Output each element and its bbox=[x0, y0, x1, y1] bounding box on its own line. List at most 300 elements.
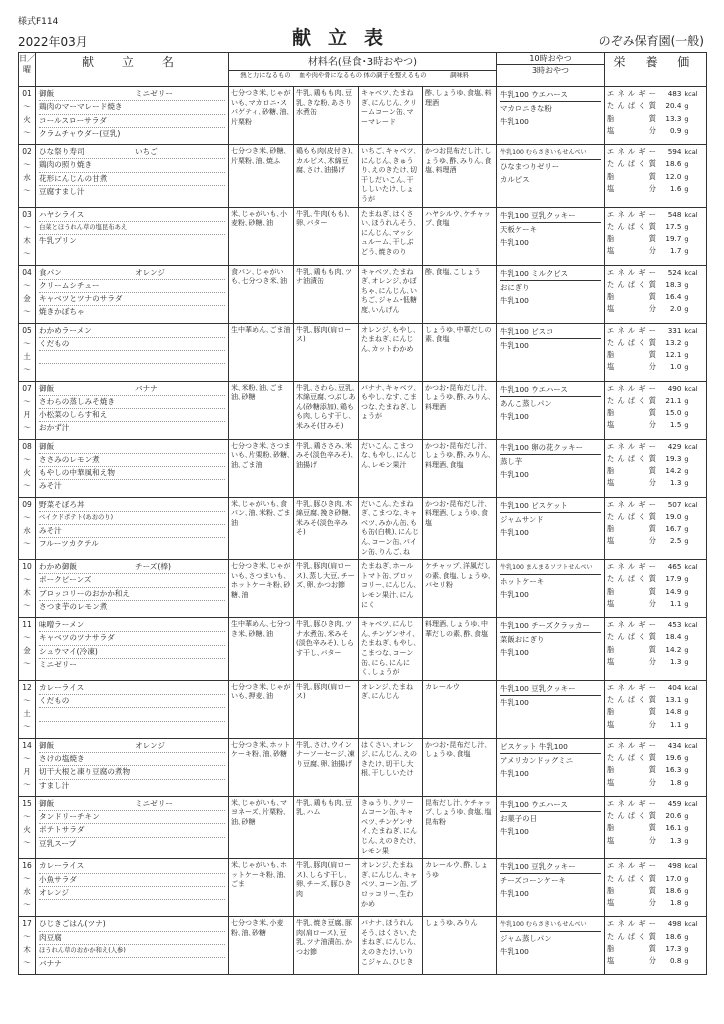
red-ingredients: 七分つき米､じゃがいも､押麦､油 bbox=[229, 680, 294, 738]
header-ingredients-title: 材料名(昼食･3時おやつ) bbox=[307, 57, 418, 68]
menu-item bbox=[39, 798, 225, 811]
nutrition-fat bbox=[607, 885, 704, 897]
green-ingredients: 牛乳､牛肉(もも)､卵､バター bbox=[294, 207, 359, 265]
day-row bbox=[19, 265, 707, 323]
weekday: 土 bbox=[23, 351, 31, 361]
menu-cell bbox=[36, 265, 229, 323]
menu-item bbox=[39, 574, 225, 587]
nutrition-label: エネルギー bbox=[607, 383, 656, 393]
nutrition-label: エネルギー bbox=[607, 325, 656, 335]
snack-cell bbox=[497, 560, 605, 618]
weekday: 木 bbox=[23, 235, 31, 245]
nutrition-value: 548 bbox=[667, 209, 682, 219]
red-ingredients: 生中華めん､ごま油 bbox=[229, 323, 294, 381]
nutrition-unit: g bbox=[684, 293, 689, 302]
nutrition-protein bbox=[607, 752, 704, 764]
nutrition-unit: kcal bbox=[684, 442, 698, 451]
weekday: 水 bbox=[23, 887, 31, 897]
nutrition-unit: g bbox=[684, 537, 689, 546]
nutrition-value: 1.6 bbox=[669, 183, 682, 193]
green-ingredients: 鶏もも肉(皮付き)､カルピス､木綿豆腐､さけ､油揚げ bbox=[294, 145, 359, 208]
menu-table bbox=[18, 52, 707, 975]
table-header bbox=[19, 53, 707, 87]
yellow-ingredients: だいこん､たまねぎ､こまつな､キャベツ､みかん缶､もも缶(白桃)､にんじん､コーン缶､パイン缶､りんご､ね bbox=[359, 497, 423, 560]
snack-item: 牛乳100 bbox=[500, 648, 529, 658]
nutrition-unit: kcal bbox=[684, 862, 698, 871]
nutrition-unit: g bbox=[684, 874, 689, 883]
nutrition-unit: g bbox=[684, 633, 689, 642]
seasoning-cell: カレールウ､酢､しょうゆ bbox=[423, 859, 497, 917]
nutrition-salt bbox=[607, 183, 704, 195]
nutrition-value: 13.1 bbox=[665, 694, 682, 704]
seasoning-cell: しょうゆ､みりん bbox=[423, 917, 497, 975]
seasoning-cell: かつお･昆布だし汁､しょうゆ､酢､みりん､料理酒､食塩 bbox=[423, 439, 497, 497]
nutrition-unit: g bbox=[684, 126, 689, 135]
nutrition-salt bbox=[607, 955, 704, 967]
menu-cell bbox=[36, 87, 229, 145]
date-cell: 15 〜 火 〜 bbox=[19, 796, 36, 859]
menu-item-label: 豆腐すまし汁 bbox=[39, 186, 85, 196]
nutrition-label: 脂質 bbox=[607, 524, 656, 534]
menu-item-label: 食パン bbox=[39, 267, 62, 277]
day-row bbox=[19, 680, 707, 738]
day-number: 12 bbox=[22, 682, 32, 692]
nutrition-label: たんぱく質 bbox=[607, 337, 656, 347]
nutrition-protein bbox=[607, 453, 704, 465]
nutrition-energy bbox=[607, 619, 704, 631]
menu-item-label: 白菜とほうれん草の塩昆布あえ bbox=[39, 223, 128, 231]
nutrition-protein bbox=[607, 221, 704, 233]
nutrition-label: たんぱく質 bbox=[607, 810, 656, 820]
red-ingredients: 食パン､じゃがいも､七分つき米､油 bbox=[229, 265, 294, 323]
snack-item: 牛乳100 bbox=[500, 826, 529, 836]
menu-item-label: ベイクドポテト(あおのり) bbox=[39, 513, 114, 521]
weekday: 月 bbox=[23, 766, 31, 776]
snack-item: お菓子の日 bbox=[500, 813, 537, 823]
nutrition-fat bbox=[607, 822, 704, 834]
day-row bbox=[19, 796, 707, 859]
menu-item bbox=[39, 325, 225, 338]
nutrition-value: 483 bbox=[667, 89, 682, 98]
menu-item-label: カレーライス bbox=[39, 682, 85, 692]
nutrition-value: 2.5 bbox=[669, 536, 682, 546]
nutrition-unit: g bbox=[684, 172, 689, 181]
menu-item bbox=[39, 708, 225, 721]
nutrition-unit: g bbox=[684, 479, 689, 488]
snack-cell bbox=[497, 497, 605, 560]
menu-item-label: 鶏肉のマーマレード焼き bbox=[39, 102, 123, 112]
red-ingredients: 生中華めん､七分つき米､砂糖､油 bbox=[229, 618, 294, 681]
nutrition-value: 19.3 bbox=[665, 453, 682, 463]
nutrition-energy bbox=[607, 441, 704, 453]
nutrition-value: 459 bbox=[667, 798, 682, 808]
fruit-label: オレンジ bbox=[135, 740, 165, 750]
nutrition-label: 脂質 bbox=[607, 885, 656, 895]
day-row bbox=[19, 497, 707, 560]
nutrition-value: 18.3 bbox=[665, 279, 682, 289]
seasoning-cell: 酢､しょうゆ､食塩､料理酒 bbox=[423, 87, 497, 145]
yellow-ingredients: きゅうり､クリームコーン缶､キャベツ､チンゲンサイ､たまねぎ､にんじん､えのきたけ､レモン果 bbox=[359, 796, 423, 859]
day-row bbox=[19, 381, 707, 439]
nutrition-cell bbox=[605, 738, 707, 796]
nutrition-salt bbox=[607, 897, 704, 909]
day-number: 17 bbox=[22, 919, 32, 929]
nutrition-value: 16.7 bbox=[665, 524, 682, 534]
snack-cell bbox=[497, 87, 605, 145]
snack-item: 牛乳100 ミルクビス bbox=[500, 267, 601, 281]
date-cell: 04 〜 金 〜 bbox=[19, 265, 36, 323]
nutrition-fat bbox=[607, 764, 704, 776]
header-snack-top: 10時おやつ bbox=[497, 53, 604, 65]
nutrition-unit: kcal bbox=[684, 148, 698, 156]
menu-item-label: タンドリーチキン bbox=[39, 811, 100, 821]
nutrition-energy bbox=[607, 561, 704, 573]
nutrition-value: 14.2 bbox=[665, 644, 682, 654]
day-row bbox=[19, 917, 707, 975]
menu-item-label: バナナ bbox=[39, 959, 62, 969]
menu-item-label: ささみのレモン煮 bbox=[39, 454, 100, 464]
nutrition-label: 脂質 bbox=[607, 350, 656, 360]
nutrition-label: エネルギー bbox=[607, 209, 656, 219]
snack-cell bbox=[497, 439, 605, 497]
nutrition-unit: kcal bbox=[684, 210, 698, 219]
nutrition-value: 1.7 bbox=[669, 246, 682, 256]
menu-item bbox=[39, 173, 225, 186]
nutrition-value: 19.6 bbox=[665, 752, 682, 762]
menu-cell bbox=[36, 796, 229, 859]
menu-item-label: 味噌ラーメン bbox=[39, 620, 85, 630]
red-ingredients: 米､じゃがいも､小麦粉､砂糖､油 bbox=[229, 207, 294, 265]
period: 2022年03月 bbox=[18, 35, 88, 49]
nutrition-unit: kcal bbox=[684, 683, 698, 692]
nutrition-fat bbox=[607, 291, 704, 303]
menu-item bbox=[39, 588, 225, 601]
nutrition-fat bbox=[607, 943, 704, 955]
menu-item-label: ポテトサラダ bbox=[39, 825, 85, 835]
nutrition-label: エネルギー bbox=[607, 620, 656, 630]
green-ingredients: 牛乳､さわら､豆乳､木綿豆腐､つぶしあん(砂糖添加)､鶏もも肉､しらす干し､米みそ(甘みそ) bbox=[294, 381, 359, 439]
nutrition-value: 498 bbox=[667, 919, 682, 929]
weekday: 金 bbox=[23, 646, 31, 656]
nutrition-cell bbox=[605, 618, 707, 681]
fruit-label: チーズ(棒) bbox=[135, 562, 171, 572]
seasoning-cell: ケチャップ､洋風だしの素､食塩､しょうゆ､バセリ粉 bbox=[423, 560, 497, 618]
menu-item bbox=[39, 101, 225, 114]
nutrition-energy bbox=[607, 918, 704, 930]
snack-item: あんこ蒸しパン bbox=[500, 398, 552, 408]
nutrition-value: 16.3 bbox=[665, 765, 682, 775]
nutrition-fat bbox=[607, 113, 704, 125]
nutrition-label: 塩分 bbox=[607, 478, 656, 488]
menu-item-label: キャベツとツナのサラダ bbox=[39, 294, 123, 304]
menu-item bbox=[39, 115, 225, 128]
nutrition-label: たんぱく質 bbox=[607, 511, 656, 521]
nutrition-value: 1.8 bbox=[669, 898, 682, 908]
menu-item bbox=[39, 222, 225, 235]
menu-item bbox=[39, 766, 225, 779]
red-ingredients: 米､米粉､油､ごま油､砂糖 bbox=[229, 381, 294, 439]
nutrition-label: 塩分 bbox=[607, 898, 656, 908]
menu-item-label: わかめ御飯 bbox=[39, 562, 77, 572]
nutrition-value: 12.0 bbox=[665, 171, 682, 181]
nutrition-salt bbox=[607, 835, 704, 847]
menu-item bbox=[39, 780, 225, 792]
menu-item-label: シュウマイ(冷凍) bbox=[39, 646, 98, 656]
header-date: 日／曜 bbox=[19, 53, 36, 87]
fruit-label: いちご bbox=[135, 147, 158, 156]
nutrition-label: エネルギー bbox=[607, 89, 656, 98]
nutrition-unit: kcal bbox=[684, 621, 698, 630]
snack-cell bbox=[497, 323, 605, 381]
header-menu: 献 立 名 bbox=[36, 53, 229, 87]
snack-item: ビスケット 牛乳100 bbox=[500, 740, 601, 754]
menu-item bbox=[39, 235, 225, 247]
nutrition-value: 1.1 bbox=[669, 719, 682, 729]
nutrition-cell bbox=[605, 87, 707, 145]
date-cell: 03 〜 木 〜 bbox=[19, 207, 36, 265]
menu-item bbox=[39, 480, 225, 492]
snack-cell bbox=[497, 796, 605, 859]
menu-item bbox=[39, 293, 225, 306]
nutrition-unit: kcal bbox=[684, 741, 698, 750]
yellow-ingredients: たまねぎ､はくさい､ほうれんそう､にんじん､マッシュルーム､干しぶどう､焼きのり bbox=[359, 207, 423, 265]
nutrition-value: 15.0 bbox=[665, 408, 682, 418]
green-ingredients: 牛乳､鶏ささみ､米みそ(淡色辛みそ)､油揚げ bbox=[294, 439, 359, 497]
nutrition-unit: g bbox=[684, 235, 689, 244]
nutrition-label: 脂質 bbox=[607, 765, 656, 775]
seasoning-cell: しょうゆ､中華だしの素､食塩 bbox=[423, 323, 497, 381]
menu-item bbox=[39, 186, 225, 198]
nutrition-energy bbox=[607, 325, 704, 337]
day-row bbox=[19, 859, 707, 917]
menu-item-label: 御飯 bbox=[39, 383, 55, 393]
snack-item: 牛乳100 まんまるソフトせんべい bbox=[500, 561, 601, 575]
nutrition-energy bbox=[607, 682, 704, 694]
nutrition-label: たんぱく質 bbox=[607, 574, 656, 584]
fruit-label: ミニゼリー bbox=[135, 89, 173, 98]
day-number: 14 bbox=[22, 740, 32, 750]
nutrition-cell bbox=[605, 917, 707, 975]
snack-item: 牛乳100 豆乳クッキー bbox=[500, 682, 601, 696]
weekday: 月 bbox=[23, 409, 31, 419]
nutrition-value: 2.0 bbox=[669, 304, 682, 314]
nutrition-value: 490 bbox=[667, 383, 682, 393]
menu-item-label: ブロッコリーのおかか和え bbox=[39, 588, 130, 598]
menu-item bbox=[39, 646, 225, 659]
red-ingredients: 七分つき米､じゃがいも､マカロニ･スパゲティ､砂糖､油､片栗粉 bbox=[229, 87, 294, 145]
date-cell: 08 〜 火 〜 bbox=[19, 439, 36, 497]
nutrition-value: 21.1 bbox=[665, 395, 682, 405]
snack-item: 牛乳100 bbox=[500, 889, 529, 899]
nutrition-unit: g bbox=[684, 525, 689, 534]
menu-cell bbox=[36, 145, 229, 208]
nutrition-value: 14.9 bbox=[665, 586, 682, 596]
date-cell: 07 〜 月 〜 bbox=[19, 381, 36, 439]
yellow-ingredients: オレンジ､たまねぎ､にんじん､キャベツ､コーン缶､ブロッコリー､生わかめ bbox=[359, 859, 423, 917]
header-red: 熱と力になるもの bbox=[240, 72, 291, 79]
nutrition-unit: g bbox=[684, 409, 689, 418]
nutrition-label: 塩分 bbox=[607, 420, 656, 430]
nutrition-unit: g bbox=[684, 222, 689, 231]
nutrition-value: 18.6 bbox=[665, 885, 682, 895]
menu-item bbox=[39, 538, 225, 550]
nutrition-fat bbox=[607, 523, 704, 535]
date-cell: 17 〜 木 〜 bbox=[19, 917, 36, 975]
menu-cell bbox=[36, 680, 229, 738]
menu-item-label: キャベツのツナサラダ bbox=[39, 633, 115, 643]
menu-item bbox=[39, 338, 225, 351]
menu-item-label: みそ汁 bbox=[39, 481, 62, 491]
snack-item: 牛乳100 bbox=[500, 947, 529, 957]
day-row bbox=[19, 207, 707, 265]
day-row bbox=[19, 323, 707, 381]
nutrition-value: 524 bbox=[667, 267, 682, 277]
nutrition-value: 14.8 bbox=[665, 707, 682, 717]
nutrition-label: 脂質 bbox=[607, 823, 656, 833]
nutrition-value: 13.2 bbox=[665, 337, 682, 347]
yellow-ingredients: キャベツ､たまねぎ､にんじん､クリームコーン缶､マーマレード bbox=[359, 87, 423, 145]
seasoning-cell: かつお･昆布だし汁､しょうゆ､食塩 bbox=[423, 738, 497, 796]
snack-item: 牛乳100 チーズクラッカー bbox=[500, 619, 601, 633]
menu-cell bbox=[36, 323, 229, 381]
nutrition-cell bbox=[605, 145, 707, 208]
menu-item-label: 御飯 bbox=[39, 798, 55, 808]
red-ingredients: 七分つき米､砂糖､片栗粉､油､焼ふ bbox=[229, 145, 294, 208]
snack-item: 牛乳100 bbox=[500, 340, 529, 350]
nutrition-unit: g bbox=[684, 658, 689, 667]
nutrition-unit: g bbox=[684, 600, 689, 609]
nutrition-value: 18.6 bbox=[665, 159, 682, 169]
menu-item-label: ひじきごはん(ツナ) bbox=[39, 919, 106, 929]
snack-item: 牛乳100 むらさきいもせんべい bbox=[500, 146, 601, 160]
nutrition-cell bbox=[605, 859, 707, 917]
nutrition-unit: g bbox=[684, 467, 689, 476]
nutrition-value: 1.3 bbox=[669, 657, 682, 667]
nutrition-protein bbox=[607, 694, 704, 706]
menu-item-label: クリームシチュー bbox=[39, 280, 100, 290]
nutrition-label: エネルギー bbox=[607, 147, 656, 156]
nutrition-unit: kcal bbox=[684, 326, 698, 335]
nutrition-unit: g bbox=[684, 280, 689, 289]
day-number: 04 bbox=[22, 267, 32, 277]
page-title: 献立表 bbox=[292, 27, 401, 49]
nutrition-fat bbox=[607, 586, 704, 598]
nutrition-unit: g bbox=[684, 957, 689, 966]
green-ingredients: 牛乳､鶏もも肉､ツナ油漬缶 bbox=[294, 265, 359, 323]
nutrition-unit: g bbox=[684, 753, 689, 762]
menu-item bbox=[39, 824, 225, 837]
nutrition-unit: g bbox=[684, 695, 689, 704]
nutrition-label: 脂質 bbox=[607, 408, 656, 418]
weekday: 火 bbox=[23, 115, 31, 124]
menu-cell bbox=[36, 381, 229, 439]
red-ingredients: 米､じゃがいも､食パン､油､米粉､ごま油 bbox=[229, 497, 294, 560]
nutrition-salt bbox=[607, 303, 704, 315]
nutrition-label: たんぱく質 bbox=[607, 221, 656, 231]
menu-cell bbox=[36, 439, 229, 497]
day-number: 07 bbox=[22, 383, 32, 393]
nutrition-label: 脂質 bbox=[607, 586, 656, 596]
menu-item bbox=[39, 958, 225, 970]
weekday: 水 bbox=[23, 525, 31, 535]
menu-item-label: 御飯 bbox=[39, 740, 55, 750]
nutrition-label: エネルギー bbox=[607, 562, 656, 572]
menu-item-label: 豆乳スープ bbox=[39, 838, 77, 848]
menu-cell bbox=[36, 207, 229, 265]
snack-cell bbox=[497, 738, 605, 796]
snack-item: 牛乳100 bbox=[500, 295, 529, 305]
nutrition-value: 16.4 bbox=[665, 292, 682, 302]
header-ingredients bbox=[229, 53, 497, 87]
yellow-ingredients: バナナ､キャベツ､もやし､なす､こまつな､たまねぎ､しょうが bbox=[359, 381, 423, 439]
snack-item: 牛乳100 豆乳クッキー bbox=[500, 209, 601, 223]
nutrition-value: 1.8 bbox=[669, 777, 682, 787]
menu-item-label: 牛乳プリン bbox=[39, 236, 77, 246]
nutrition-value: 507 bbox=[667, 499, 682, 509]
nutrition-label: 脂質 bbox=[607, 466, 656, 476]
fruit-label: オレンジ bbox=[135, 267, 165, 277]
menu-item-label: さわらの蒸しみそ焼き bbox=[39, 396, 115, 406]
menu-item bbox=[39, 146, 225, 159]
menu-item bbox=[39, 267, 225, 280]
snack-item: 牛乳100 bbox=[500, 469, 529, 479]
nutrition-unit: g bbox=[684, 114, 689, 123]
nutrition-label: エネルギー bbox=[607, 919, 656, 929]
nutrition-protein bbox=[607, 100, 704, 112]
date-cell: 10 〜 木 〜 bbox=[19, 560, 36, 618]
fruit-label: ミニゼリー bbox=[135, 798, 173, 808]
snack-item: ひなまつりゼリー bbox=[500, 162, 560, 171]
menu-item bbox=[39, 280, 225, 293]
menu-item-label: ポークビーンズ bbox=[39, 575, 92, 585]
nutrition-label: 脂質 bbox=[607, 644, 656, 654]
nutrition-value: 429 bbox=[667, 441, 682, 451]
nutrition-unit: g bbox=[684, 184, 689, 193]
header-seasoning: 調味料 bbox=[450, 72, 469, 79]
menu-item bbox=[39, 619, 225, 632]
nutrition-label: 塩分 bbox=[607, 599, 656, 609]
menu-item bbox=[39, 364, 225, 376]
nutrition-unit: g bbox=[684, 836, 689, 845]
snack-item: ジャム蒸しパン bbox=[500, 934, 552, 944]
snack-item: 牛乳100 bbox=[500, 697, 529, 707]
nutrition-label: 塩分 bbox=[607, 125, 656, 135]
nutrition-label: エネルギー bbox=[607, 267, 656, 277]
nutrition-unit: g bbox=[684, 932, 689, 941]
nutrition-value: 17.0 bbox=[665, 873, 682, 883]
menu-item-label: 肉豆腐 bbox=[39, 932, 62, 942]
nutrition-fat bbox=[607, 233, 704, 245]
nutrition-energy bbox=[607, 499, 704, 511]
snack-item: 蒸し芋 bbox=[500, 456, 523, 466]
menu-cell bbox=[36, 738, 229, 796]
weekday: 木 bbox=[23, 588, 31, 598]
menu-cell bbox=[36, 560, 229, 618]
weekday: 土 bbox=[23, 708, 31, 718]
nutrition-value: 18.6 bbox=[665, 931, 682, 941]
nutrition-fat bbox=[607, 407, 704, 419]
snack-cell bbox=[497, 381, 605, 439]
nutrition-unit: kcal bbox=[684, 799, 698, 808]
snack-item: 牛乳100 ビスコ bbox=[500, 325, 601, 339]
nutrition-protein bbox=[607, 631, 704, 643]
nutrition-value: 20.6 bbox=[665, 810, 682, 820]
nutrition-value: 12.1 bbox=[665, 350, 682, 360]
snack-item: マカロニきな粉 bbox=[500, 104, 552, 113]
nutrition-label: 塩分 bbox=[607, 183, 656, 193]
menu-item-label: ほうれん草のおかか和え(人参) bbox=[39, 946, 126, 954]
menu-rows bbox=[19, 87, 707, 975]
